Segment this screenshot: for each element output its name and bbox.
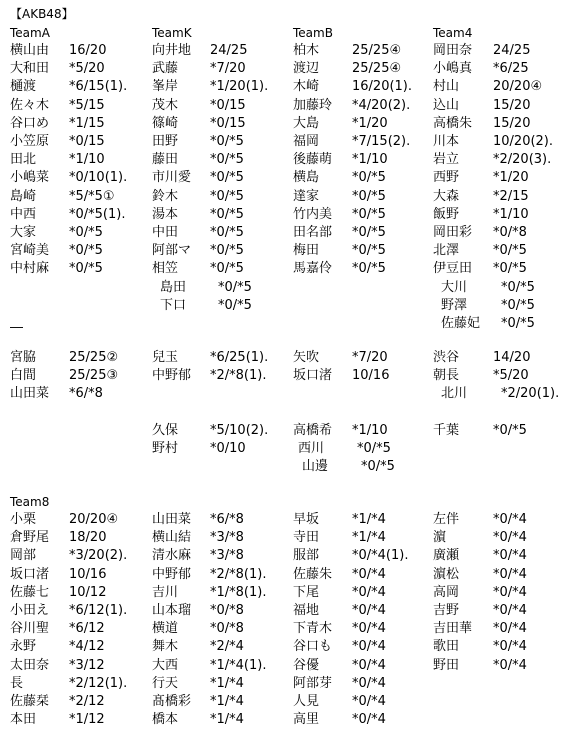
team-a-row-name: 田北 (10, 152, 37, 168)
team-8-col2-row-score: *2/*8(1). (210, 566, 267, 582)
team-8-col3-row-name: 下青木 (293, 621, 333, 637)
team-8-col2-row-name: 舞木 (152, 639, 179, 655)
team-b-row2-name: 坂口渚 (293, 368, 333, 384)
team-b-row-name: 加藤玲 (293, 97, 333, 113)
team-8-col3-row-name: 寺田 (293, 530, 320, 546)
team-4-row-score: *2/15 (493, 188, 529, 204)
team-4-sub-row2-name: 北川 (441, 386, 468, 402)
team-8-col2-row-score: *0/*8 (210, 603, 244, 618)
team-k-row-name: 峯岸 (152, 79, 179, 95)
team-a-row-name: 中西 (10, 206, 37, 222)
team-a-row2-name: 白間 (10, 368, 37, 384)
team-8-header: Team8 (10, 495, 50, 509)
team-k-row-score: *1/20(1). (210, 79, 269, 95)
team-8-col3-row-name: 人見 (293, 694, 320, 709)
team-8-col1-row-name: 本田 (10, 712, 37, 728)
team-4-row-score: *0/*5 (493, 243, 527, 259)
team-8-col1-row-score: *6/12(1). (69, 603, 128, 618)
team-b-sub2-row3-score: *0/*5 (361, 459, 395, 475)
team-4-sub-row2-score: *2/20(1). (501, 386, 560, 402)
team-a-row-score: *0/*5 (69, 243, 103, 259)
team-k-row2-score: *6/25(1). (210, 350, 269, 365)
team-k-row2-score: *2/*8(1). (210, 368, 267, 384)
team-8-col2-row-name: 中野郁 (152, 566, 192, 582)
team-b-sub2-row3-name: 山邊 (302, 459, 329, 475)
team-4-row-score: *0/*5 (493, 261, 527, 277)
team-8-col1-row-name: 佐藤栞 (10, 694, 50, 709)
team-8-col3-row-score: *0/*4 (352, 621, 386, 637)
team-8-col4-row-name: 高岡 (433, 584, 460, 600)
team-8-col4-row-score: *0/*4 (493, 584, 527, 600)
team-8-col3-row-name: 早坂 (293, 512, 320, 527)
team-b-row-score: 25/25④ (352, 43, 402, 58)
team-a-row2-name: 山田菜 (10, 386, 50, 402)
team-8-col3-row-score: *0/*4 (352, 603, 386, 618)
team-8-col1-row-score: *1/12 (69, 712, 105, 728)
team-k-row-score: *0/*5 (210, 134, 244, 149)
team-a-row-name: 大家 (10, 225, 37, 240)
team-a-row-score: *1/15 (69, 115, 105, 131)
team-k-sub-row-name: 下口 (160, 297, 187, 313)
team-b-row-score: *0/*5 (352, 261, 386, 277)
team-8-col3-row-name: 高里 (293, 712, 320, 728)
team-a-row-name: 小嶋菜 (10, 170, 50, 186)
team-4-row-score: 24/25 (493, 43, 531, 58)
team-b-row-name: 田名部 (293, 225, 333, 240)
team-8-col1-row-name: 倉野尾 (10, 530, 50, 546)
team-8-col1-row-score: 10/16 (69, 566, 107, 582)
team-4-row3-score: *0/*5 (493, 423, 527, 438)
team-4-row-name: 伊豆田 (433, 261, 473, 277)
team-k-row3-score: *5/10(2). (210, 423, 269, 438)
separator-dash: ― (10, 320, 23, 335)
team-8-col4-row-score: *0/*4 (493, 512, 527, 527)
team-8-col2-row-score: *3/*8 (210, 548, 244, 564)
team-8-col3-row-score: *0/*4 (352, 675, 386, 691)
team-8-col2-row-score: *6/*8 (210, 512, 244, 527)
team-k-row-score: *7/20 (210, 61, 246, 77)
team-8-col3-row-score: *0/*4 (352, 639, 386, 655)
team-a-row-name: 小笠原 (10, 134, 50, 149)
team-b-sub-row3-score: *0/*5 (357, 441, 391, 457)
team-b-row-name: 木崎 (293, 79, 320, 95)
team-8-col2-row-score: *1/*4(1). (210, 657, 267, 673)
team-8-col2-row-name: 山本瑠 (152, 603, 192, 618)
team-4-row2-score: 14/20 (493, 350, 531, 365)
team-4-sub-row-score: *0/*5 (501, 297, 535, 313)
team-8-col2-row-name: 山田菜 (152, 512, 192, 527)
team-b-row-name: 渡辺 (293, 61, 320, 77)
team-b-row3-score: *1/10 (352, 423, 388, 438)
team-a-row-name: 大和田 (10, 61, 50, 77)
team-4-row-name: 村山 (433, 79, 460, 95)
team-8-col2-row-name: 横山結 (152, 530, 192, 546)
team-a-row-score: *0/*5(1). (69, 206, 126, 222)
team-8-col1-row-name: 小栗 (10, 512, 37, 527)
team-4-row-name: 込山 (433, 97, 460, 113)
team-b-row-score: *0/*5 (352, 188, 386, 204)
team-b-row-score: *0/*5 (352, 243, 386, 259)
team-8-col4-row-score: *0/*4 (493, 657, 527, 673)
team-a-row-score: *5/20 (69, 61, 105, 77)
team-a-row-score: *0/15 (69, 134, 105, 149)
team-a-row2-score: *6/*8 (69, 386, 103, 402)
team-b-row2-score: *7/20 (352, 350, 388, 365)
team-8-col1-row-name: 佐藤七 (10, 584, 50, 600)
team-a-row-score: *0/*5 (69, 261, 103, 277)
team-4-row-name: 岡田奈 (433, 43, 473, 58)
team-k-row-name: 市川愛 (152, 170, 192, 186)
team-8-col3-row-score: *0/*4 (352, 694, 386, 709)
team-b-row-score: *1/20 (352, 115, 388, 131)
team-b-row-score: 25/25④ (352, 61, 402, 77)
team-k-row-score: *0/*5 (210, 225, 244, 240)
team-k-row-score: *0/*5 (210, 206, 244, 222)
team-8-col4-row-score: *0/*4 (493, 639, 527, 655)
team-b-row2-name: 矢吹 (293, 350, 320, 365)
team-a-row-name: 佐々木 (10, 97, 50, 113)
team-b-row2-score: 10/16 (352, 368, 390, 384)
team-8-col1-row-name: 坂口渚 (10, 566, 50, 582)
team-4-row-name: 北澤 (433, 243, 460, 259)
team-8-col3-row-name: 阿部芽 (293, 675, 333, 691)
team-k-row-name: 中田 (152, 225, 179, 240)
team-k-row3-name: 野村 (152, 441, 179, 457)
team-k-row2-name: 兒玉 (152, 350, 179, 365)
team-k-row3-score: *0/10 (210, 441, 246, 457)
team-b-row-name: 横島 (293, 170, 320, 186)
team-b-row-name: 大島 (293, 115, 320, 131)
team-k-row-name: 向井地 (152, 43, 192, 58)
team-8-col3-row-name: 佐藤朱 (293, 566, 333, 582)
team-k-row-score: *0/*5 (210, 243, 244, 259)
team-8-col1-row-score: *2/12(1). (69, 675, 128, 691)
team-k-row-name: 篠崎 (152, 115, 179, 131)
team-8-col2-row-score: *0/*8 (210, 621, 244, 637)
team-8-col1-row-score: *3/12 (69, 657, 105, 673)
team-8-col4-row-name: 左伴 (433, 512, 460, 527)
team-8-col3-row-score: *1/*4 (352, 530, 386, 546)
team-4-sub-row-name: 野澤 (441, 297, 468, 313)
team-4-sub-row-name: 佐藤妃 (441, 316, 481, 331)
team-4-row-name: 川本 (433, 134, 460, 149)
team-b-header: TeamB (293, 26, 333, 40)
team-8-col2-row-score: *1/*4 (210, 712, 244, 728)
team-a-row-score: *1/10 (69, 152, 105, 168)
team-4-row-name: 岩立 (433, 152, 460, 168)
team-k-row-name: 湯本 (152, 206, 179, 222)
team-k-row-name: 藤田 (152, 152, 179, 168)
team-8-col2-row-score: *3/*8 (210, 530, 244, 546)
team-8-col4-row-name: 濵松 (433, 566, 460, 582)
team-8-col2-row-name: 行天 (152, 675, 179, 691)
team-4-row-score: *0/*8 (493, 225, 527, 240)
team-a-row-name: 宮崎美 (10, 243, 50, 259)
team-a-header: TeamA (10, 26, 50, 40)
team-4-sub-row-score: *0/*5 (501, 316, 535, 331)
team-k-row-score: 24/25 (210, 43, 248, 58)
team-8-col1-row-name: 永野 (10, 639, 37, 655)
team-4-row-score: *1/20 (493, 170, 529, 186)
team-b-row-name: 竹内美 (293, 206, 333, 222)
team-8-col1-row-score: *3/20(2). (69, 548, 128, 564)
team-8-col1-row-score: 20/20④ (69, 512, 119, 527)
team-8-col2-row-score: *1/*4 (210, 675, 244, 691)
team-8-col3-row-name: 谷優 (293, 657, 320, 673)
team-b-row-score: *0/*5 (352, 170, 386, 186)
team-a-row-name: 樋渡 (10, 79, 37, 95)
team-4-row-score: *1/10 (493, 206, 529, 222)
team-b-row3-name: 高橋希 (293, 423, 333, 438)
team-8-col3-row-score: *0/*4 (352, 566, 386, 582)
team-b-row-score: *1/10 (352, 152, 388, 168)
team-4-row-name: 大森 (433, 188, 460, 204)
team-8-col4-row-name: 廣瀬 (433, 548, 460, 564)
team-4-row-score: 10/20(2). (493, 134, 554, 149)
team-k-row-score: *0/*5 (210, 261, 244, 277)
team-8-col1-row-name: 谷川聖 (10, 621, 50, 637)
team-a-row-score: *6/15(1). (69, 79, 128, 95)
team-k-row-name: 武藤 (152, 61, 179, 77)
team-8-col2-row-name: 大西 (152, 657, 179, 673)
team-8-col1-row-name: 岡部 (10, 548, 37, 564)
team-8-col4-row-score: *0/*4 (493, 603, 527, 618)
team-4-row-name: 高橋朱 (433, 115, 473, 131)
team-a-row-name: 島崎 (10, 188, 37, 204)
team-4-row2-score: *5/20 (493, 368, 529, 384)
team-4-row-name: 西野 (433, 170, 460, 186)
team-b-row-name: 馬嘉伶 (293, 261, 333, 277)
team-8-col2-row-score: *1/*4 (210, 694, 244, 709)
team-8-col1-row-score: *2/12 (69, 694, 105, 709)
team-b-row-score: *0/*5 (352, 206, 386, 222)
team-8-col2-row-name: 吉川 (152, 584, 179, 600)
team-b-row-score: *7/15(2). (352, 134, 411, 149)
team-8-col4-row-score: *0/*4 (493, 566, 527, 582)
team-4-row-score: 15/20 (493, 97, 531, 113)
team-4-row2-name: 朝長 (433, 368, 460, 384)
team-8-col1-row-score: *4/12 (69, 639, 105, 655)
team-4-row2-name: 渋谷 (433, 350, 460, 365)
team-8-col1-row-score: 18/20 (69, 530, 107, 546)
team-a-row-name: 中村麻 (10, 261, 50, 277)
team-8-col4-row-score: *0/*4 (493, 621, 527, 637)
team-k-row-score: *0/*5 (210, 188, 244, 204)
team-b-row-score: 16/20(1). (352, 79, 413, 95)
team-8-col3-row-name: 下尾 (293, 584, 320, 600)
team-k-sub-row-score: *0/*5 (218, 297, 252, 313)
team-a-row-score: *5/15 (69, 97, 105, 113)
team-4-row3-name: 千葉 (433, 423, 460, 438)
team-8-col1-row-name: 太田奈 (10, 657, 50, 673)
team-k-sub-row-score: *0/*5 (218, 279, 252, 295)
team-a-row-score: *0/*5 (69, 225, 103, 240)
team-a-row-score: *5/*5① (69, 188, 115, 204)
team-k-row-score: *0/*5 (210, 170, 244, 186)
team-8-col4-row-name: 野田 (433, 657, 460, 673)
team-b-row-name: 柏木 (293, 43, 320, 58)
team-a-row2-score: 25/25② (69, 350, 119, 365)
team-8-col4-row-score: *0/*4 (493, 548, 527, 564)
team-8-col4-row-name: 濵 (433, 530, 447, 546)
team-a-row-score: 16/20 (69, 43, 107, 58)
team-b-row-name: 梅田 (293, 243, 320, 259)
team-8-col3-row-score: *1/*4 (352, 512, 386, 527)
team-8-col3-row-score: *0/*4 (352, 584, 386, 600)
team-4-row-name: 飯野 (433, 206, 460, 222)
team-8-col1-row-score: 10/12 (69, 584, 107, 600)
team-k-row-name: 相笠 (152, 261, 179, 277)
team-a-row2-name: 宮脇 (10, 350, 37, 365)
team-8-col2-row-name: 橋本 (152, 712, 179, 728)
team-k-row-score: *0/*5 (210, 152, 244, 168)
team-4-row-score: *6/25 (493, 61, 529, 77)
team-b-row-name: 達家 (293, 188, 320, 204)
team-4-row-score: *2/20(3). (493, 152, 552, 168)
page-title: 【AKB48】 (10, 7, 74, 21)
team-k-row-name: 阿部マ (152, 243, 192, 259)
team-8-col3-row-name: 服部 (293, 548, 320, 564)
team-4-sub-row-score: *0/*5 (501, 279, 535, 295)
team-8-col4-row-name: 歌田 (433, 639, 460, 655)
team-k-row3-name: 久保 (152, 423, 179, 438)
team-8-col1-row-score: *6/12 (69, 621, 105, 637)
team-8-col2-row-name: 清水麻 (152, 548, 192, 564)
team-a-row-name: 横山由 (10, 43, 50, 58)
team-8-col3-row-name: 福地 (293, 603, 320, 618)
team-4-sub-row-name: 大川 (441, 279, 468, 295)
team-b-row-name: 後藤萌 (293, 152, 333, 168)
team-k-row2-name: 中野郁 (152, 368, 192, 384)
team-8-col3-row-score: *0/*4 (352, 712, 386, 728)
team-k-row-score: *0/15 (210, 97, 246, 113)
team-4-row-score: 20/20④ (493, 79, 543, 95)
team-8-col3-row-name: 谷口も (293, 639, 333, 655)
team-8-col3-row-score: *0/*4(1). (352, 548, 409, 564)
team-8-col4-row-name: 吉田華 (433, 621, 473, 637)
team-a-row2-score: 25/25③ (69, 368, 119, 384)
team-8-col4-row-name: 吉野 (433, 603, 460, 618)
team-b-sub-row3-name: 西川 (298, 441, 325, 457)
team-k-row-score: *0/15 (210, 115, 246, 131)
team-k-row-name: 田野 (152, 134, 179, 149)
team-8-col1-row-name: 小田え (10, 603, 50, 618)
team-8-col1-row-name: 長 (10, 675, 24, 691)
team-a-row-name: 谷口め (10, 115, 50, 131)
team-b-row-name: 福岡 (293, 134, 320, 149)
team-k-header: TeamK (152, 26, 192, 40)
team-4-row-name: 岡田彩 (433, 225, 473, 240)
team-8-col3-row-score: *0/*4 (352, 657, 386, 673)
team-8-col2-row-score: *1/*8(1). (210, 584, 267, 600)
team-a-row-score: *0/10(1). (69, 170, 128, 186)
team-8-col2-row-name: 髙橋彩 (152, 694, 192, 709)
team-k-row-name: 鈴木 (152, 188, 179, 204)
team-k-row-name: 茂木 (152, 97, 179, 113)
team-4-header: Team4 (433, 26, 473, 40)
team-8-col4-row-score: *0/*4 (493, 530, 527, 546)
team-8-col2-row-score: *2/*4 (210, 639, 244, 655)
team-4-row-name: 小嶋真 (433, 61, 473, 77)
team-4-row-score: 15/20 (493, 115, 531, 131)
team-b-row-score: *4/20(2). (352, 97, 411, 113)
team-k-sub-row-name: 島田 (160, 279, 187, 295)
team-b-row-score: *0/*5 (352, 225, 386, 240)
team-8-col2-row-name: 横道 (152, 621, 179, 637)
